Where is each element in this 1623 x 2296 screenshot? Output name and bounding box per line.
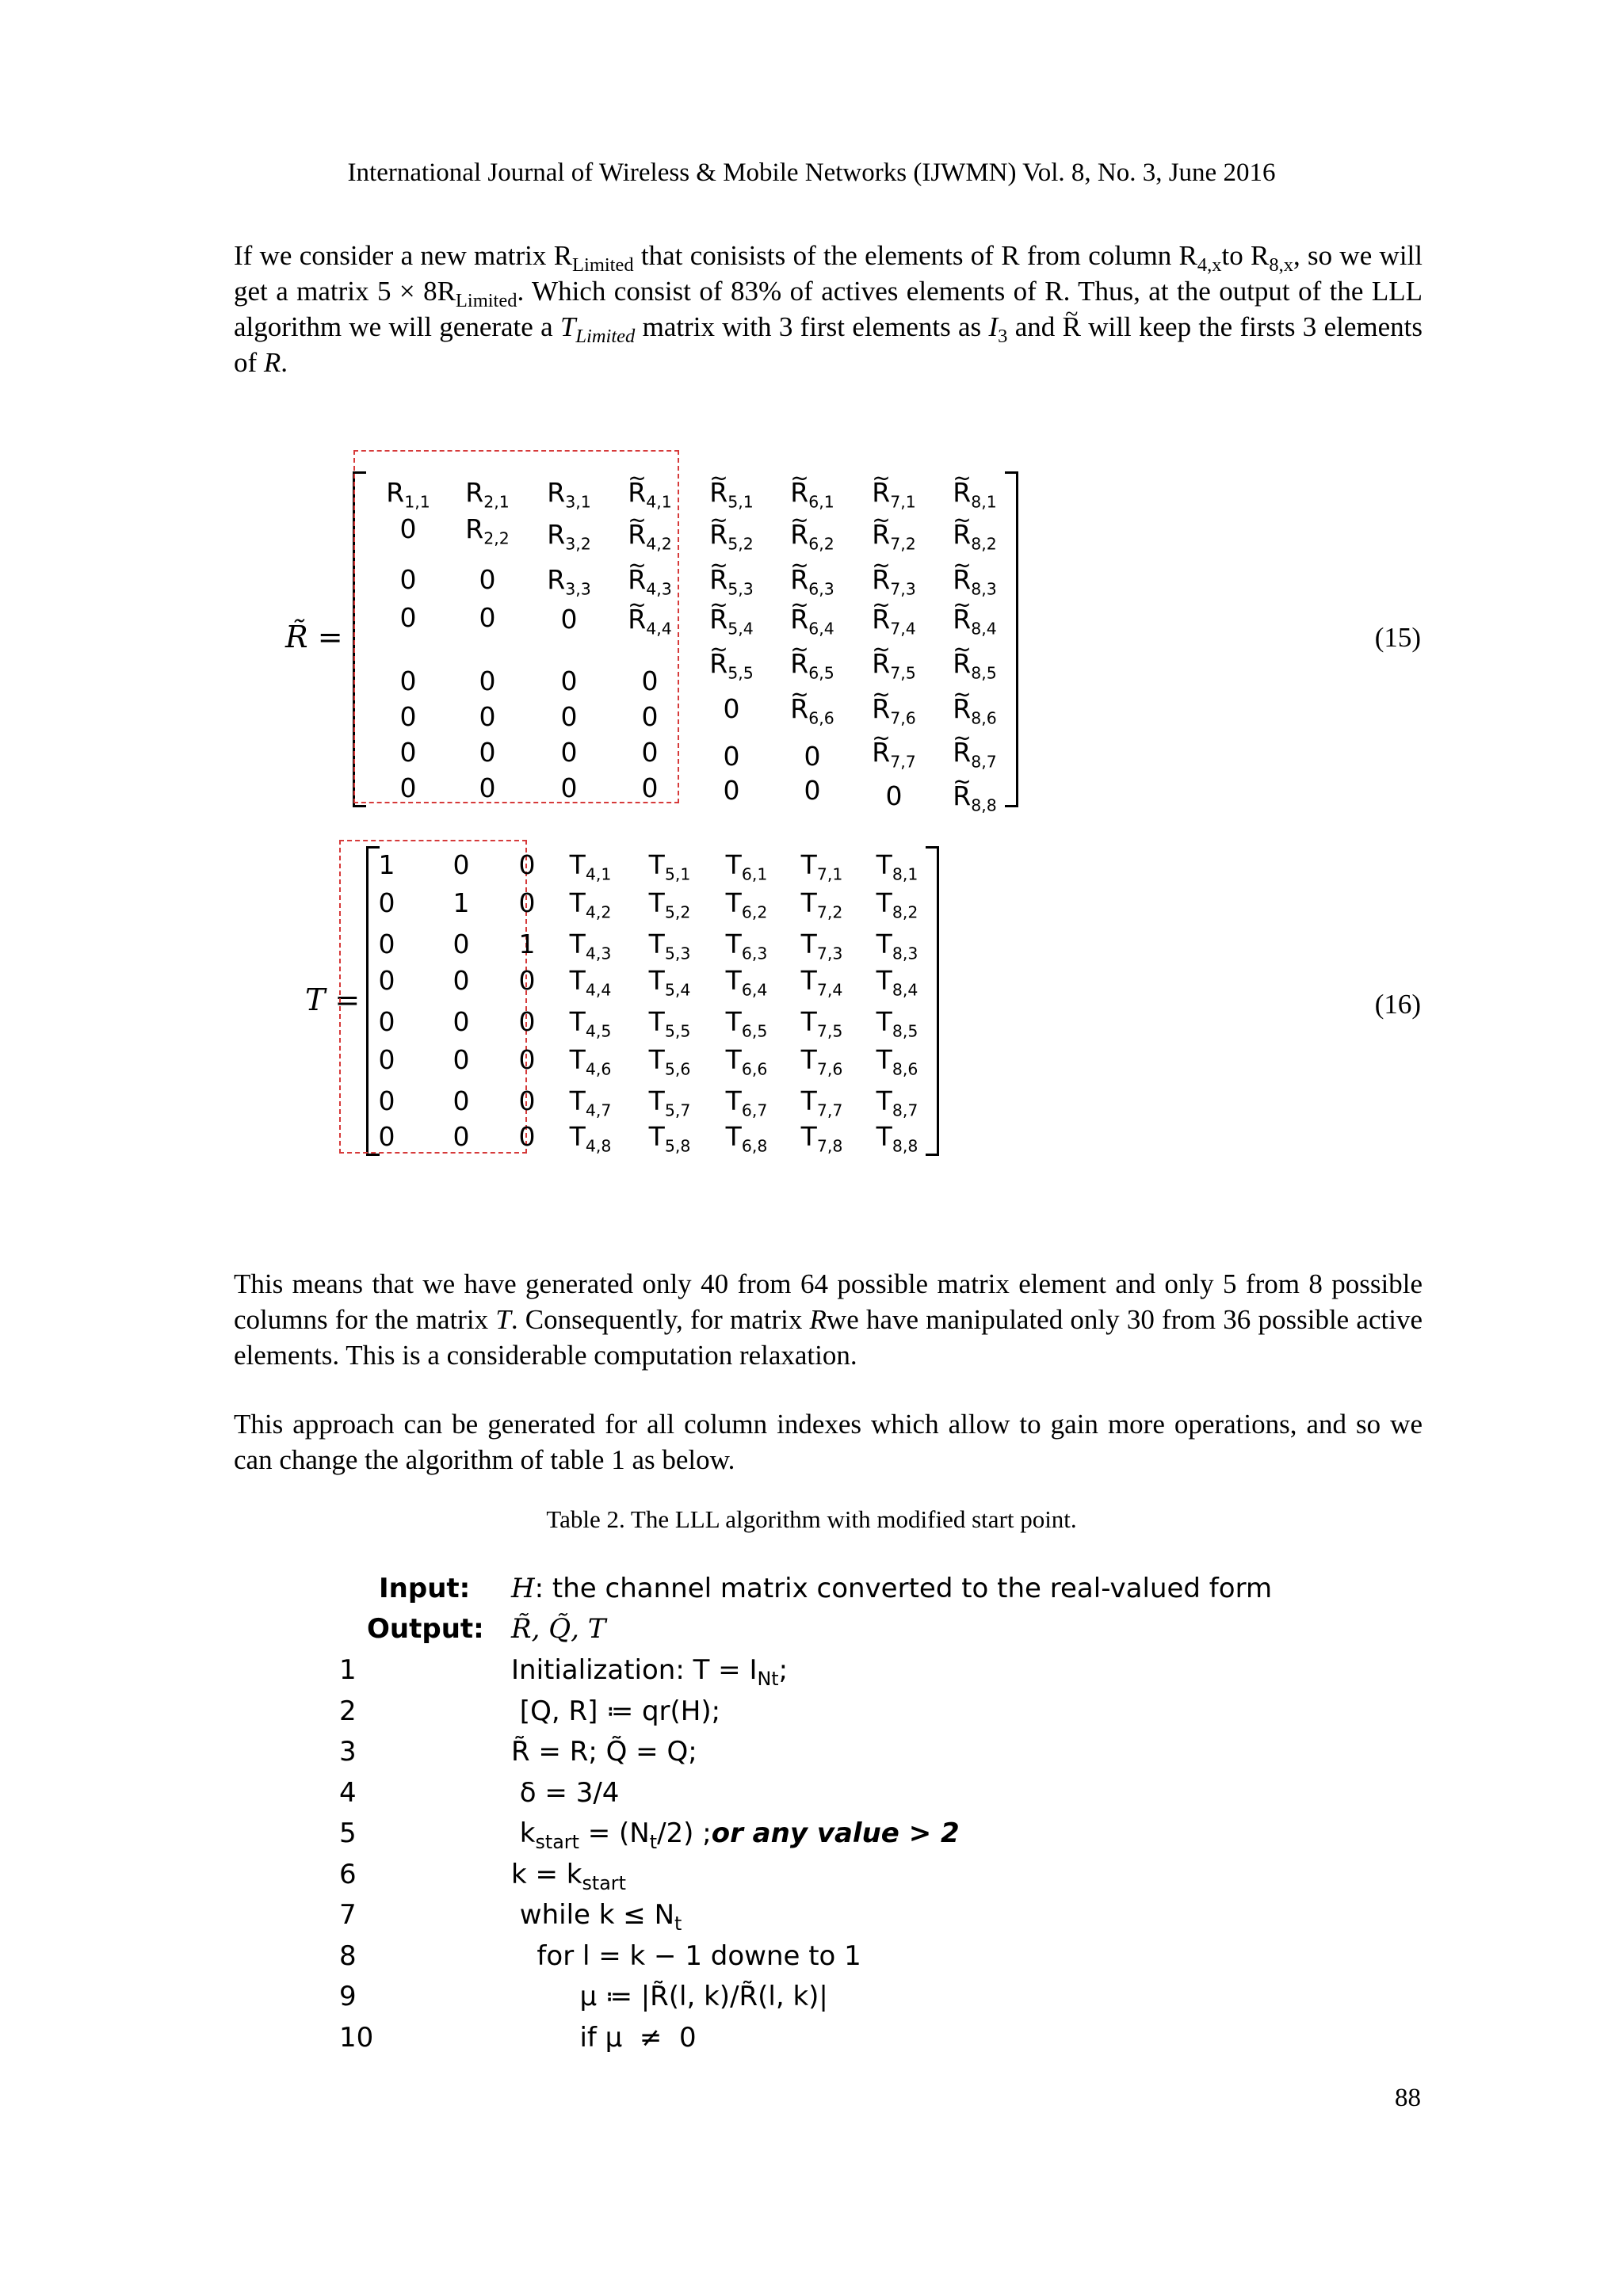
paragraph-intro: If we consider a new matrix $R_{Limited}$ that conisists of the elements of R from column $R_{4,x}to$ $R_{8,x}$, so we will get a matrix $5 \times 8R_{Limited}$. Which consist of 83% of actives elements of R. Thus, at the output of the LLL algorithm we will generate a $T_{Limited}$ matrix with 3 first elements as $I_3$ and ~ R will keep the firsts 3 elements of R. bbox=[234, 238, 1423, 380]
matrix-r-cell: 0 bbox=[723, 775, 740, 806]
matrix-r-cell: 0 bbox=[399, 772, 417, 803]
matrix-t-cell: $T_{5,5}$ bbox=[648, 1006, 691, 1041]
matrix-t-cell: $T_{5,2}$ bbox=[648, 887, 691, 922]
matrix-r-cell: ~ $R_{8,6}$ bbox=[953, 693, 996, 724]
matrix-r-cell: ~ $R_{6,4}$ bbox=[790, 604, 834, 635]
algorithm-input-label: Input: bbox=[379, 1573, 471, 1604]
matrix-r-cell: ~ $R_{6,6}$ bbox=[790, 693, 834, 724]
matrix-t-cell: 0 bbox=[378, 965, 395, 996]
algorithm-line-text bbox=[511, 1695, 720, 1727]
matrix-t-cell: 0 bbox=[518, 1085, 536, 1116]
matrix-t-cell: $T_{4,4}$ bbox=[569, 965, 612, 1000]
algorithm-fragment: if μ ≠ 0 bbox=[511, 2022, 697, 2054]
matrix-t-right-bracket bbox=[926, 846, 939, 1156]
matrix-t-cell: 0 bbox=[453, 849, 470, 880]
matrix-r-cell: ~ $R_{7,2}$ bbox=[872, 519, 915, 550]
matrix-r-cell: 0 bbox=[641, 772, 659, 803]
algorithm-line-text bbox=[511, 1981, 828, 2012]
matrix-r-cell: ~ $R_{7,7}$ bbox=[872, 737, 915, 768]
matrix-r-cell: $R_{3,2}$ bbox=[547, 519, 591, 554]
matrix-t-cell: $T_{4,1}$ bbox=[569, 849, 612, 884]
matrix-t-cell: 1 bbox=[518, 929, 536, 959]
matrix-r-cell: 0 bbox=[479, 666, 496, 696]
matrix-r-cell: 0 bbox=[479, 564, 496, 595]
matrix-r-cell: 0 bbox=[479, 737, 496, 768]
algorithm-fragment: μ ≔ |R̃(l, k)/R̃(l, k)| bbox=[511, 1981, 828, 2012]
algorithm-line-text bbox=[511, 1777, 619, 1809]
matrix-t-cell: $T_{8,6}$ bbox=[876, 1044, 918, 1079]
algorithm-fragment: [Q, R] ≔ qr(H); bbox=[511, 1695, 721, 1727]
algorithm-line-number: 4 bbox=[339, 1777, 357, 1809]
matrix-r-cell: ~ $R_{7,1}$ bbox=[872, 477, 915, 508]
matrix-t-cell: 0 bbox=[518, 849, 536, 880]
matrix-r-cell: $R_{2,1}$ bbox=[465, 477, 510, 512]
matrix-t-cell: $T_{7,1}$ bbox=[800, 849, 843, 884]
matrix-r-cell: ~ $R_{4,3}$ bbox=[628, 564, 671, 595]
running-header: International Journal of Wireless & Mobile Networks (IJWMN) Vol. 8, No. 3, June 2016 bbox=[347, 158, 1276, 187]
matrix-r-cell: ~ $R_{6,3}$ bbox=[790, 564, 834, 595]
matrix-r-cell: ~ $R_{5,5}$ bbox=[709, 648, 753, 679]
matrix-r-cell: 0 bbox=[804, 775, 821, 806]
algorithm-fragment: for l = k − 1 downe to 1 bbox=[511, 1940, 861, 1972]
algorithm-fragment: ; bbox=[778, 1654, 789, 1686]
matrix-t-cell: 0 bbox=[518, 965, 536, 996]
algorithm-line-number: 9 bbox=[339, 1981, 357, 2012]
matrix-t-cell: $T_{4,5}$ bbox=[569, 1006, 612, 1041]
matrix-t-cell: 0 bbox=[453, 1085, 470, 1116]
matrix-r-cell: 0 bbox=[399, 666, 417, 696]
matrix-t-cell: 1 bbox=[378, 849, 395, 880]
matrix-r-cell: ~ $R_{6,5}$ bbox=[790, 648, 834, 679]
matrix-r-cell: 0 bbox=[641, 737, 659, 768]
equation-16-number: (16) bbox=[1374, 989, 1421, 1020]
algorithm-fragment: /2) ; bbox=[657, 1817, 712, 1849]
matrix-t-cell: $T_{4,8}$ bbox=[569, 1121, 612, 1156]
matrix-r-cell: ~ $R_{5,1}$ bbox=[709, 477, 753, 508]
algorithm-line-text bbox=[511, 1859, 626, 1894]
matrix-r-cell: ~ $R_{4,1}$ bbox=[628, 477, 671, 508]
matrix-t-cell: $T_{4,2}$ bbox=[569, 887, 612, 922]
matrix-r-cell: 0 bbox=[560, 772, 578, 803]
matrix-r-cell: ~ $R_{5,2}$ bbox=[709, 519, 753, 550]
algorithm-line-text bbox=[511, 1654, 789, 1690]
matrix-r-cell: 0 bbox=[641, 701, 659, 732]
matrix-t-cell: $T_{7,6}$ bbox=[800, 1044, 843, 1079]
matrix-r-cell: 0 bbox=[399, 701, 417, 732]
algorithm-fragment: Initialization: T = I bbox=[511, 1654, 758, 1686]
matrix-r-cell: ~ $R_{8,4}$ bbox=[953, 604, 996, 635]
matrix-r-cell: 0 bbox=[399, 602, 417, 633]
algorithm-line-number: 1 bbox=[339, 1654, 357, 1686]
algorithm-fragment: while k ≤ N bbox=[511, 1899, 675, 1931]
matrix-t-cell: $T_{5,3}$ bbox=[648, 929, 691, 963]
algorithm-line-number: 3 bbox=[339, 1736, 357, 1768]
matrix-t-cell: $T_{7,7}$ bbox=[800, 1085, 843, 1120]
matrix-t-cell: 0 bbox=[453, 1121, 470, 1152]
algorithm-line-number: 2 bbox=[339, 1695, 357, 1727]
matrix-t-cell: $T_{6,4}$ bbox=[725, 965, 768, 1000]
matrix-t-cell: $T_{7,4}$ bbox=[800, 965, 843, 1000]
matrix-t-cell: $T_{6,6}$ bbox=[725, 1044, 768, 1079]
matrix-t-cell: $T_{7,2}$ bbox=[800, 887, 843, 922]
algorithm-fragment: = (N bbox=[579, 1817, 650, 1849]
matrix-t-cell: $T_{6,3}$ bbox=[725, 929, 768, 963]
matrix-t-cell: $T_{8,1}$ bbox=[876, 849, 918, 884]
matrix-r-cell: 0 bbox=[479, 701, 496, 732]
matrix-r-cell: ~ $R_{7,5}$ bbox=[872, 648, 915, 679]
matrix-r-cell: 0 bbox=[399, 564, 417, 595]
algorithm-line-text bbox=[511, 2022, 697, 2054]
matrix-t-cell: $T_{5,6}$ bbox=[648, 1044, 691, 1079]
matrix-t-cell: $T_{6,1}$ bbox=[725, 849, 768, 884]
matrix-r-cell: 0 bbox=[804, 741, 821, 772]
algorithm-fragment: k bbox=[511, 1817, 536, 1849]
paragraph-approach: This approach can be generated for all column indexes which allow to gain more operations, and so we can change the algorithm of table 1 as below. bbox=[234, 1409, 1423, 1475]
matrix-r-cell: ~ $R_{8,3}$ bbox=[953, 564, 996, 595]
matrix-t-cell: 0 bbox=[378, 1006, 395, 1037]
matrix-t-cell: 0 bbox=[378, 929, 395, 959]
matrix-r-cell: ~ $R_{7,3}$ bbox=[872, 564, 915, 595]
matrix-t-identity-highlight bbox=[339, 840, 527, 1154]
matrix-r-cell: ~ $R_{4,2}$ bbox=[628, 519, 671, 550]
matrix-r-cell: ~ $R_{8,2}$ bbox=[953, 519, 996, 550]
algorithm-line-text bbox=[511, 1736, 697, 1768]
matrix-r-cell: ~ $R_{6,1}$ bbox=[790, 477, 834, 508]
matrix-t-cell: 0 bbox=[453, 1044, 470, 1075]
matrix-r-cell: 0 bbox=[479, 602, 496, 633]
matrix-r-cell: 0 bbox=[560, 737, 578, 768]
algorithm-line-number: 10 bbox=[339, 2022, 374, 2054]
matrix-r-cell: $R_{2,2}$ bbox=[465, 513, 510, 548]
matrix-r-cell: ~ $R_{5,4}$ bbox=[709, 604, 753, 635]
algorithm-line-text bbox=[511, 1940, 861, 1972]
matrix-t-cell: 0 bbox=[453, 1006, 470, 1037]
algorithm-fragment: k = k bbox=[511, 1859, 582, 1890]
matrix-r-cell: 0 bbox=[560, 604, 578, 635]
matrix-r-cell: ~ $R_{5,3}$ bbox=[709, 564, 753, 595]
matrix-t-cell: $T_{4,6}$ bbox=[569, 1044, 612, 1079]
algorithm-fragment: δ = 3/4 bbox=[511, 1777, 620, 1809]
matrix-r-cell: 0 bbox=[399, 513, 417, 544]
algorithm-comment: or any value > 2 bbox=[711, 1817, 960, 1849]
algorithm-fragment: R̃ = R; Q̃ = Q; bbox=[511, 1736, 697, 1768]
algorithm-line-number: 5 bbox=[339, 1817, 357, 1849]
matrix-r-cell: ~ $R_{4,4}$ bbox=[628, 604, 671, 635]
matrix-r-cell: $R_{3,3}$ bbox=[547, 564, 591, 599]
matrix-t-cell: $T_{4,3}$ bbox=[569, 929, 612, 963]
matrix-r-cell: ~ $R_{8,8}$ bbox=[953, 780, 996, 811]
matrix-t-cell: 0 bbox=[518, 1044, 536, 1075]
matrix-t-cell: $T_{5,4}$ bbox=[648, 965, 691, 1000]
matrix-t-cell: $T_{6,8}$ bbox=[725, 1121, 768, 1156]
matrix-t-cell: $T_{8,5}$ bbox=[876, 1006, 918, 1041]
matrix-t-cell: 0 bbox=[453, 965, 470, 996]
algorithm-output-text: R̃, Q̃, T bbox=[511, 1613, 606, 1645]
matrix-t-cell: $T_{8,4}$ bbox=[876, 965, 918, 1000]
algorithm-line-number: 7 bbox=[339, 1899, 357, 1931]
matrix-r-cell: ~ $R_{6,2}$ bbox=[790, 519, 834, 550]
matrix-r-right-bracket bbox=[1005, 471, 1018, 807]
matrix-t-cell: $T_{8,3}$ bbox=[876, 929, 918, 963]
matrix-t-cell: 0 bbox=[453, 929, 470, 959]
matrix-r-cell: 0 bbox=[560, 701, 578, 732]
page-number: 88 bbox=[1395, 2084, 1421, 2112]
matrix-r-cell: ~ $R_{8,7}$ bbox=[953, 737, 996, 768]
matrix-t-cell: 1 bbox=[453, 887, 470, 918]
algorithm-line-text bbox=[511, 1817, 960, 1853]
algorithm-fragment: t bbox=[649, 1830, 658, 1853]
matrix-t-cell: 0 bbox=[518, 1121, 536, 1152]
matrix-r-cell: 0 bbox=[885, 780, 903, 811]
matrix-r-cell: 0 bbox=[723, 693, 740, 724]
matrix-t-cell: 0 bbox=[378, 1121, 395, 1152]
matrix-t-cell: $T_{7,5}$ bbox=[800, 1006, 843, 1041]
equation-15-label: R̃ = bbox=[285, 620, 343, 654]
matrix-t-cell: $T_{7,3}$ bbox=[800, 929, 843, 963]
matrix-t-cell: 0 bbox=[518, 887, 536, 918]
matrix-r-cell: ~ $R_{8,5}$ bbox=[953, 648, 996, 679]
matrix-r-cell: $R_{3,1}$ bbox=[547, 477, 591, 512]
table-caption: Table 2. The LLL algorithm with modified start point. bbox=[546, 1505, 1077, 1533]
algorithm-fragment: t bbox=[674, 1912, 682, 1935]
matrix-t-cell: 0 bbox=[518, 1006, 536, 1037]
matrix-r-cell: 0 bbox=[399, 737, 417, 768]
matrix-t-cell: $T_{8,8}$ bbox=[876, 1121, 918, 1156]
matrix-r-cell: 0 bbox=[723, 741, 740, 772]
matrix-t-cell: 0 bbox=[378, 1044, 395, 1075]
matrix-r-cell: ~ $R_{7,6}$ bbox=[872, 693, 915, 724]
matrix-r-cell: ~ $R_{7,4}$ bbox=[872, 604, 915, 635]
matrix-t-cell: $T_{6,7}$ bbox=[725, 1085, 768, 1120]
matrix-r-cell: $R_{1,1}$ bbox=[386, 477, 430, 512]
equation-16-label: T = bbox=[305, 982, 361, 1017]
matrix-t-cell: $T_{6,2}$ bbox=[725, 887, 768, 922]
matrix-r-cell: 0 bbox=[641, 666, 659, 696]
algorithm-fragment: start bbox=[535, 1830, 579, 1853]
matrix-r-cell: 0 bbox=[479, 772, 496, 803]
matrix-t-cell: $T_{7,8}$ bbox=[800, 1121, 843, 1156]
algorithm-output-label: Output: bbox=[367, 1613, 484, 1645]
algorithm-line-text bbox=[511, 1899, 682, 1935]
matrix-r-cell: ~ $R_{8,1}$ bbox=[953, 477, 996, 508]
matrix-t-cell: $T_{8,2}$ bbox=[876, 887, 918, 922]
matrix-t-cell: $T_{6,5}$ bbox=[725, 1006, 768, 1041]
algorithm-fragment: start bbox=[582, 1871, 626, 1894]
matrix-t-cell: $T_{5,7}$ bbox=[648, 1085, 691, 1120]
equation-15-number: (15) bbox=[1374, 622, 1421, 653]
matrix-t-cell: $T_{5,1}$ bbox=[648, 849, 691, 884]
algorithm-fragment: Nt bbox=[757, 1667, 779, 1690]
matrix-t-cell: $T_{8,7}$ bbox=[876, 1085, 918, 1120]
matrix-t-cell: 0 bbox=[378, 887, 395, 918]
algorithm-input-text: H: the channel matrix converted to the real-valued form bbox=[511, 1573, 1273, 1604]
matrix-t-cell: $T_{5,8}$ bbox=[648, 1121, 691, 1156]
matrix-t-cell: 0 bbox=[378, 1085, 395, 1116]
matrix-t-cell: $T_{4,7}$ bbox=[569, 1085, 612, 1120]
matrix-r-cell: 0 bbox=[560, 666, 578, 696]
paragraph-computation: This means that we have generated only 40 from 64 possible matrix element and only 5 from 8 possible columns for the matrix T. Consequently, for matrix Rwe have manipulated only 30 from 36 possible active elements. This is a considerable computation relaxation. bbox=[234, 1268, 1423, 1371]
algorithm-line-number: 8 bbox=[339, 1940, 357, 1972]
algorithm-line-number: 6 bbox=[339, 1859, 357, 1890]
